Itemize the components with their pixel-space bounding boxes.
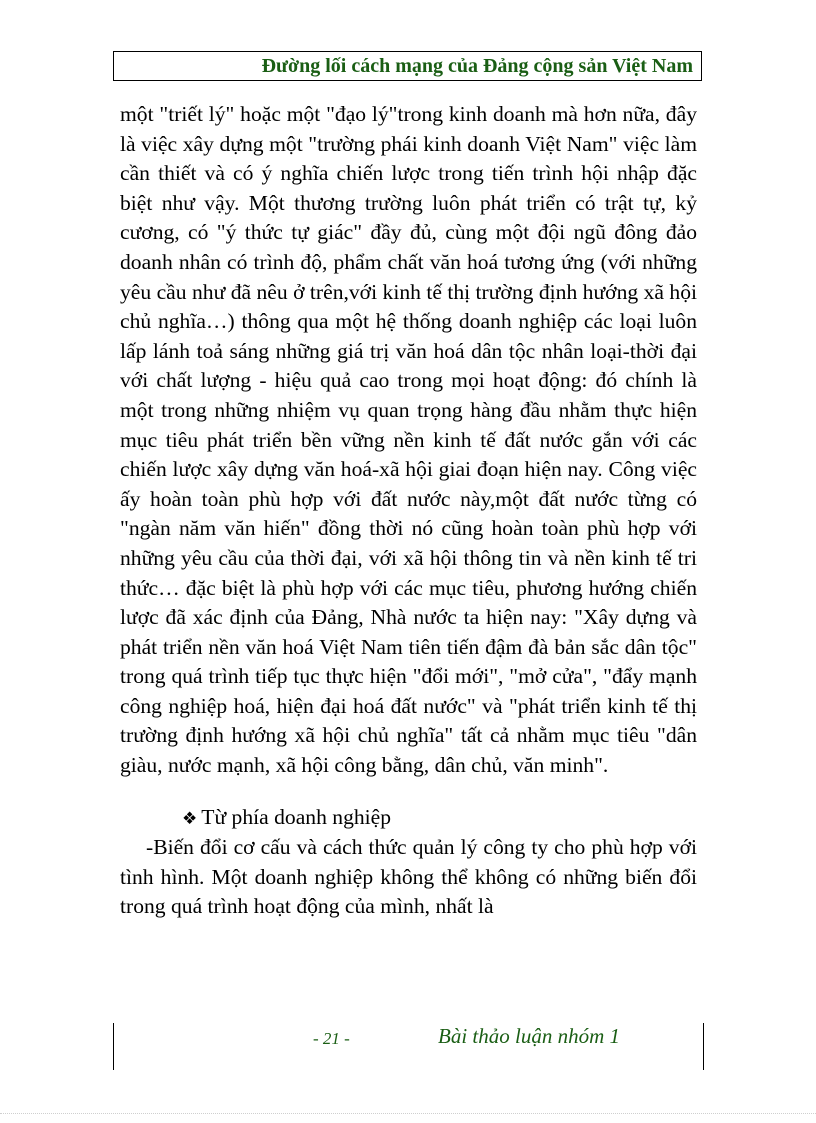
header-title: Đường lối cách mạng của Đảng cộng sản Việt Nam (261, 55, 693, 77)
page-bottom-divider (0, 1113, 816, 1114)
paragraph-1: một "triết lý" hoặc một "đạo lý"trong kinh doanh mà hơn nữa, đây là việc xây dựng một "trường phái kinh doanh Việt Nam" việc làm cần thiết và có ý nghĩa chiến lược trong tiến trình hội nhập đặc biệt như vậy. Một thương trường luôn phát triển có trật tự, kỷ cương, có "ý thức tự giác" đầy đủ, cùng một đội ngũ đông đảo doanh nhân có trình độ, phẩm chất văn hoá tương ứng (với những yêu cầu như đã nêu ở trên,với kinh tế thị trường định hướng xã hội chủ nghĩa…) thông qua một hệ thống doanh nghiệp các loại luôn lấp lánh toả sáng những giá trị văn hoá dân tộc nhân loại-thời đại với chất lượng - hiệu quả cao trong mọi hoạt động: đó chính là một trong những nhiệm vụ quan trọng hàng đầu nhằm thực hiện mục tiêu phát triển bền vững nền kinh tế đất nước gắn với các chiến lược xây dựng văn hoá-xã hội giai đoạn hiện nay. Công việc ấy hoàn toàn phù hợp với đất nước này,một đất nước từng có "ngàn năm văn hiến" đồng thời nó cũng hoàn toàn phù hợp với những yêu cầu của thời đại, với xã hội thông tin và nền kinh tế tri thức… đặc biệt là phù hợp với các mục tiêu, phương hướng chiến lược đã xác định của Đảng, Nhà nước ta hiện nay: "Xây dựng và phát triển nền văn hoá Việt Nam tiên tiến đậm đà bản sắc dân tộc" trong quá trình tiếp tục thực hiện "đổi mới", "mở cửa", "đẩy mạnh công nghiệp hoá, hiện đại hoá đất nước" và "phát triển kinh tế thị trường định hướng xã hội chủ nghĩa" tất cả nhằm mục tiêu "dân giàu, nước mạnh, xã hội công bằng, dân chủ, văn minh". (120, 102, 697, 778)
diamond-bullet-icon: ❖ (182, 808, 198, 828)
footer-left-rule (113, 1023, 114, 1070)
running-header (113, 51, 702, 81)
document-body (120, 100, 697, 922)
section-heading (120, 803, 697, 834)
footer-right-rule (703, 1023, 704, 1070)
page-number: - 21 - (313, 1029, 350, 1048)
footer-title: Bài thảo luận nhóm 1 (438, 1024, 620, 1048)
paragraph-2: -Biến đổi cơ cấu và cách thức quản lý công ty cho phù hợp với tình hình. Một doanh nghiệp không thể không có những biến đổi trong quá trình hoạt động của mình, nhất là (120, 835, 697, 919)
section-heading-text: Từ phía doanh nghiệp (201, 804, 392, 829)
